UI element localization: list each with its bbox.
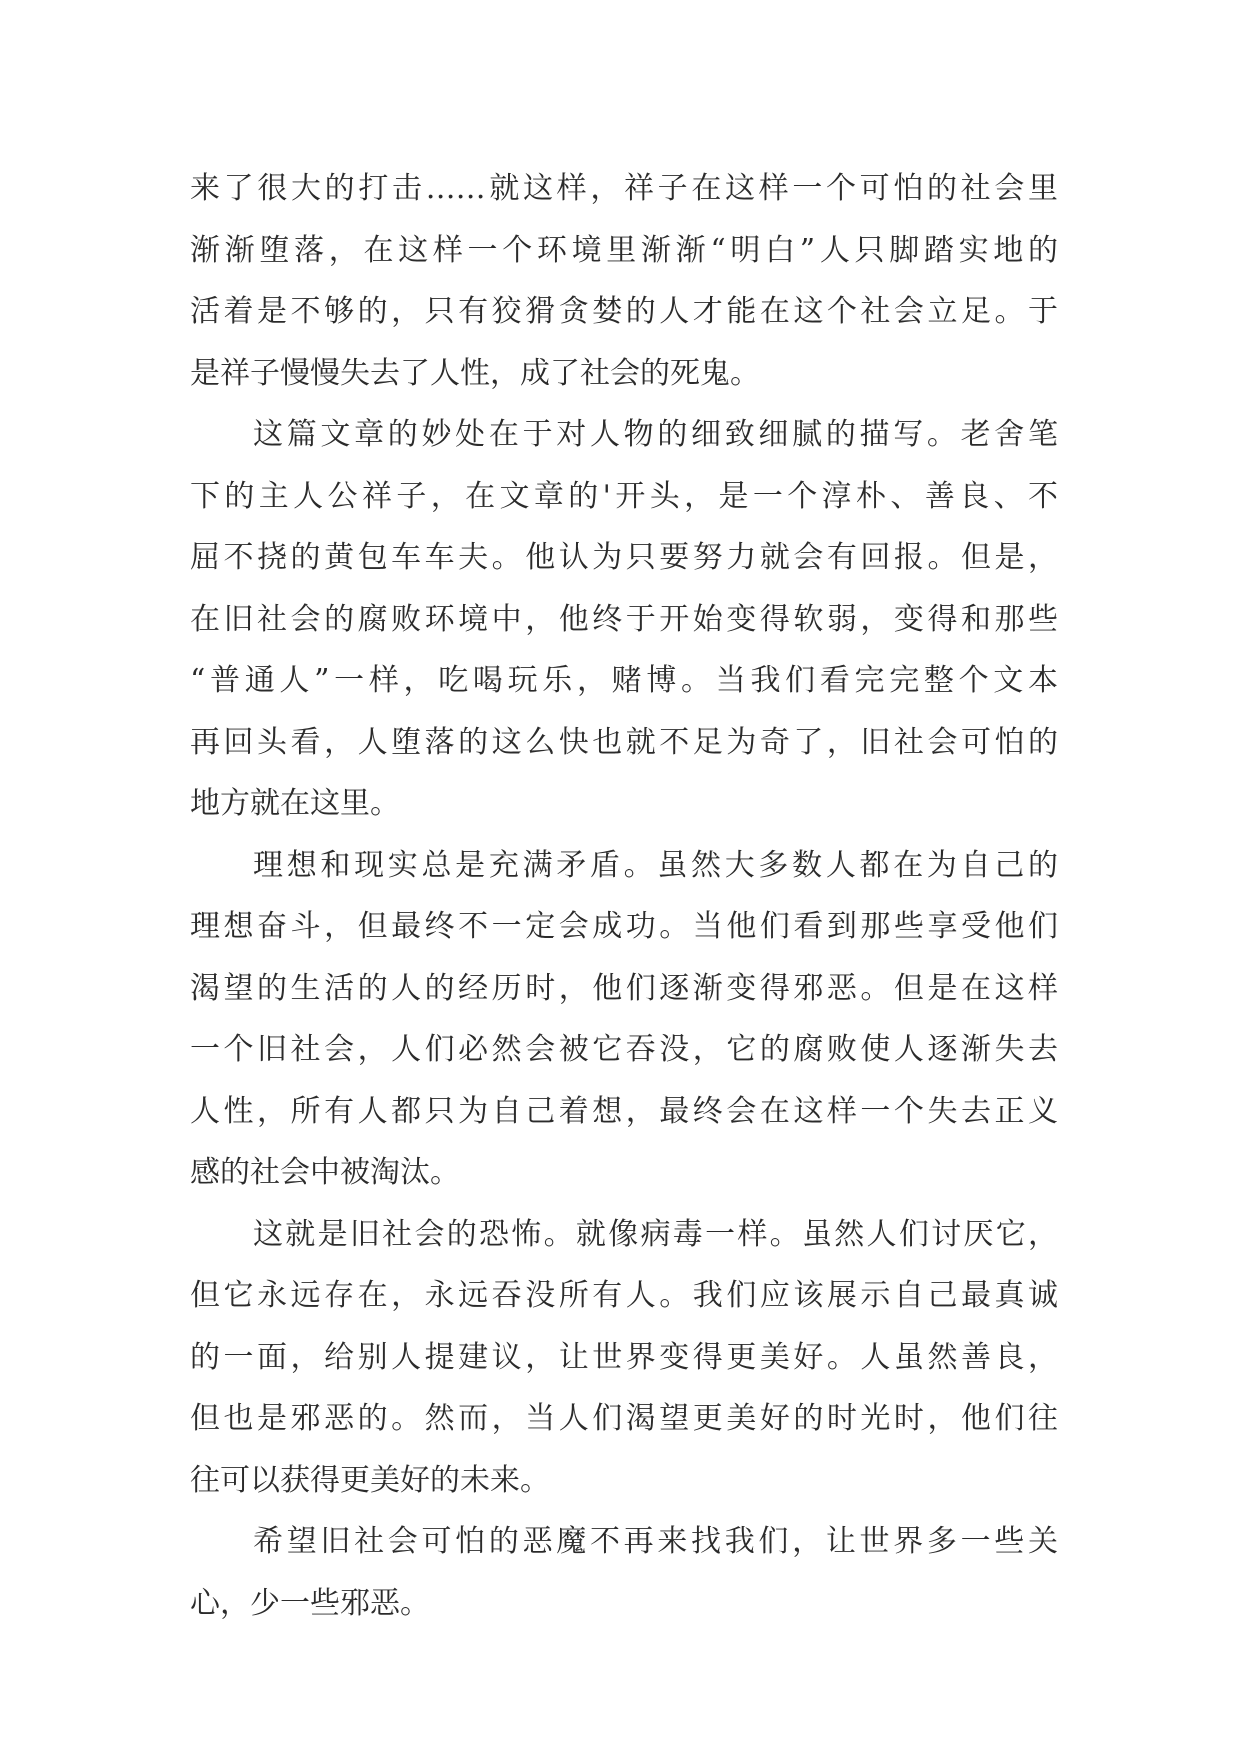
text-line: 人性，所有人都只为自己着想，最终会在这样一个失去正义 [190,1093,1058,1129]
text-line: 这篇文章的妙处在于对人物的细致细腻的描写。老舍笔 [253,417,1058,452]
text-line: 下的主人公祥子，在文章的'开头，是一个淳朴、善良、不 [190,478,1058,514]
text-line: “普通人”一样，吃喝玩乐，赌博。当我们看完完整个文本 [190,663,1058,698]
text-line: 但也是邪恶的。然而，当人们渴望更美好的时光时，他们往 [190,1401,1058,1436]
text-line: 渐渐堕落，在这样一个环境里渐渐“明白”人只脚踏实地的 [190,232,1058,268]
text-line: 感的社会中被淘汰。 [190,1155,460,1190]
text-line: 这就是旧社会的恐怖。就像病毒一样。虽然人们讨厌它， [253,1216,1058,1252]
paragraph [190,1204,1058,1512]
text-line: 希望旧社会可怕的恶魔不再来找我们，让世界多一些关 [253,1524,1058,1559]
text-line: 一个旧社会，人们必然会被它吞没，它的腐败使人逐渐失去 [190,1032,1058,1067]
paragraph [190,835,1058,1204]
text-line: 心，少一些邪恶。 [190,1585,430,1621]
paragraph [190,1511,1058,1634]
text-line: 渴望的生活的人的经历时，他们逐渐变得邪恶。但是在这样 [190,970,1058,1006]
text-line: 往可以获得更美好的未来。 [190,1462,550,1498]
text-line: 但它永远存在，永远吞没所有人。我们应该展示自己最真诚 [190,1278,1058,1313]
text-line: 再回头看，人堕落的这么快也就不足为奇了，旧社会可怕的 [190,724,1058,760]
text-line: 理想和现实总是充满矛盾。虽然大多数人都在为自己的 [253,847,1058,883]
document-body [190,158,1058,1634]
text-line: 来了很大的打击……就这样，祥子在这样一个可怕的社会里 [190,171,1058,206]
text-line: 是祥子慢慢失去了人性，成了社会的死鬼。 [190,355,760,391]
paragraph [190,404,1058,835]
text-line: 的一面，给别人提建议，让世界变得更美好。人虽然善良， [190,1339,1058,1375]
text-line: 在旧社会的腐败环境中，他终于开始变得软弱，变得和那些 [190,601,1058,637]
text-line: 地方就在这里。 [190,786,400,821]
paragraph [190,158,1058,404]
text-line: 活着是不够的，只有狡猾贪婪的人才能在这个社会立足。于 [190,294,1058,329]
text-line: 屈不挠的黄包车车夫。他认为只要努力就会有回报。但是， [190,540,1058,575]
text-line: 理想奋斗，但最终不一定会成功。当他们看到那些享受他们 [190,909,1058,944]
